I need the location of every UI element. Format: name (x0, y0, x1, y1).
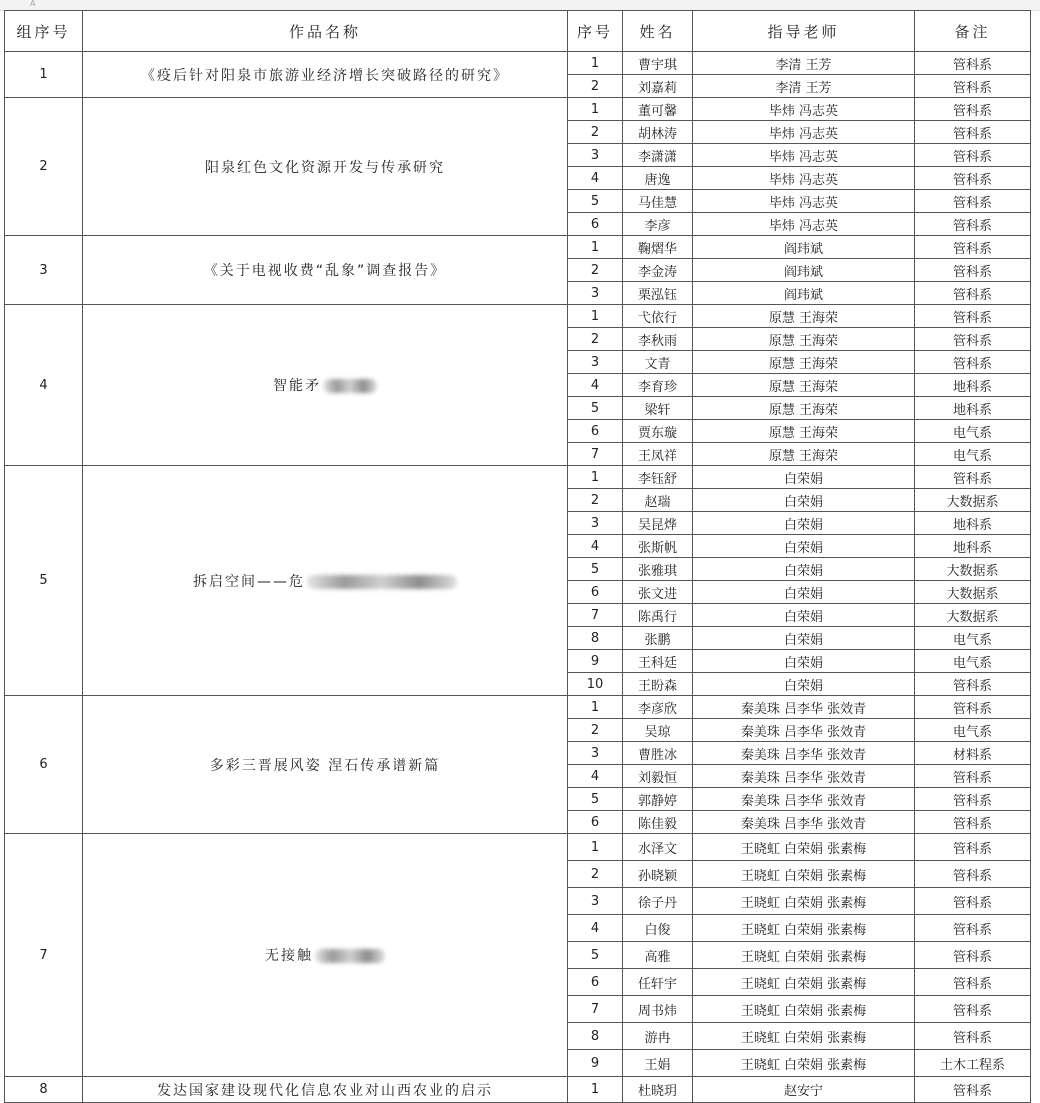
table-row (5, 1077, 1031, 1103)
department-cell[interactable]: 管科系 (915, 1077, 1031, 1103)
department-cell[interactable]: 管科系 (915, 696, 1031, 719)
student-name-cell[interactable]: 曹胜冰 (623, 742, 693, 765)
work-title-cell[interactable] (83, 98, 568, 236)
department-cell[interactable]: 管科系 (915, 282, 1031, 305)
seq-number-cell[interactable]: 1 (568, 236, 623, 259)
seq-number-cell[interactable]: 7 (568, 996, 623, 1023)
student-name-cell[interactable]: 李彦欣 (623, 696, 693, 719)
student-name-cell[interactable]: 水泽文 (623, 834, 693, 861)
seq-number-cell[interactable]: 2 (568, 259, 623, 282)
seq-number-cell[interactable]: 1 (568, 98, 623, 121)
department-cell[interactable]: 管科系 (915, 466, 1031, 489)
advisor-cell[interactable]: 王晓虹 白荣娟 张素梅 (693, 969, 915, 996)
advisor-cell[interactable]: 原慧 王海荣 (693, 305, 915, 328)
table-row (5, 696, 1031, 719)
student-name-cell[interactable]: 文青 (623, 351, 693, 374)
advisor-cell[interactable]: 毕炜 冯志英 (693, 98, 915, 121)
advisor-cell[interactable]: 原慧 王海荣 (693, 374, 915, 397)
work-title-text: 《关于电视收费“乱象”调查报告》 (203, 263, 447, 279)
department-cell[interactable]: 大数据系 (915, 581, 1031, 604)
student-name-cell[interactable]: 白俊 (623, 915, 693, 942)
advisor-cell[interactable]: 李清 王芳 (693, 52, 915, 75)
student-name-cell[interactable]: 王科廷 (623, 650, 693, 673)
seq-number-cell[interactable]: 4 (568, 167, 623, 190)
student-name-cell[interactable]: 王凤祥 (623, 443, 693, 466)
header-advisor[interactable]: 指导老师 (693, 11, 915, 52)
advisor-cell[interactable]: 王晓虹 白荣娟 张素梅 (693, 861, 915, 888)
department-cell[interactable]: 电气系 (915, 650, 1031, 673)
seq-number-cell[interactable]: 3 (568, 282, 623, 305)
student-name-cell[interactable]: 李金涛 (623, 259, 693, 282)
student-name-cell[interactable]: 张斯帆 (623, 535, 693, 558)
award-table (4, 10, 1031, 1103)
department-cell[interactable]: 土木工程系 (915, 1050, 1031, 1077)
student-name-cell[interactable]: 张鹏 (623, 627, 693, 650)
advisor-cell[interactable]: 白荣娟 (693, 581, 915, 604)
seq-number-cell[interactable]: 6 (568, 420, 623, 443)
student-name-cell[interactable]: 杜晓玥 (623, 1077, 693, 1103)
seq-number-cell[interactable]: 2 (568, 328, 623, 351)
seq-number-cell[interactable]: 9 (568, 650, 623, 673)
header-work-title[interactable]: 作品名称 (83, 11, 568, 52)
seq-number-cell[interactable]: 4 (568, 765, 623, 788)
student-name-cell[interactable]: 李潇潇 (623, 144, 693, 167)
department-cell[interactable]: 管科系 (915, 305, 1031, 328)
advisor-cell[interactable]: 阎玮斌 (693, 259, 915, 282)
advisor-cell[interactable]: 阎玮斌 (693, 236, 915, 259)
work-title-text: 《疫后针对阳泉市旅游业经济增长突破路径的研究》 (141, 67, 509, 84)
seq-number-cell[interactable]: 1 (568, 834, 623, 861)
work-title-cell[interactable] (83, 1077, 568, 1103)
seq-number-cell[interactable]: 4 (568, 374, 623, 397)
department-cell[interactable]: 管科系 (915, 673, 1031, 696)
work-title-text: 智能矛 (273, 378, 321, 394)
student-name-cell[interactable]: 李钰舒 (623, 466, 693, 489)
advisor-cell[interactable]: 王晓虹 白荣娟 张素梅 (693, 915, 915, 942)
advisor-cell[interactable]: 白荣娟 (693, 466, 915, 489)
advisor-cell[interactable]: 白荣娟 (693, 650, 915, 673)
table-body (5, 52, 1031, 1103)
seq-number-cell[interactable]: 5 (568, 942, 623, 969)
department-cell[interactable]: 管科系 (915, 969, 1031, 996)
seq-number-cell[interactable]: 2 (568, 75, 623, 98)
advisor-cell[interactable]: 原慧 王海荣 (693, 443, 915, 466)
advisor-cell[interactable]: 秦美珠 吕李华 张效青 (693, 719, 915, 742)
work-title-cell[interactable] (83, 52, 568, 98)
work-title-cell[interactable] (83, 834, 568, 1077)
advisor-cell[interactable]: 白荣娟 (693, 627, 915, 650)
department-cell[interactable]: 管科系 (915, 996, 1031, 1023)
table-row (5, 236, 1031, 259)
seq-number-cell[interactable]: 2 (568, 121, 623, 144)
student-name-cell[interactable]: 刘毅恒 (623, 765, 693, 788)
department-cell[interactable]: 材料系 (915, 742, 1031, 765)
seq-number-cell[interactable]: 2 (568, 719, 623, 742)
student-name-cell[interactable]: 刘嘉莉 (623, 75, 693, 98)
seq-number-cell[interactable]: 6 (568, 213, 623, 236)
student-name-cell[interactable]: 贾东璇 (623, 420, 693, 443)
department-cell[interactable]: 大数据系 (915, 489, 1031, 512)
department-cell[interactable]: 大数据系 (915, 604, 1031, 627)
seq-number-cell[interactable]: 3 (568, 512, 623, 535)
department-cell[interactable]: 地科系 (915, 535, 1031, 558)
advisor-cell[interactable]: 白荣娟 (693, 535, 915, 558)
table-row (5, 834, 1031, 861)
group-number-cell[interactable]: 4 (5, 305, 83, 466)
department-cell[interactable]: 管科系 (915, 1023, 1031, 1050)
student-name-cell[interactable]: 鞠熠华 (623, 236, 693, 259)
department-cell[interactable]: 管科系 (915, 213, 1031, 236)
advisor-cell[interactable]: 秦美珠 吕李华 张效青 (693, 765, 915, 788)
seq-number-cell[interactable]: 4 (568, 535, 623, 558)
advisor-cell[interactable]: 原慧 王海荣 (693, 328, 915, 351)
work-title-text: 拆启空间——危 (193, 573, 305, 590)
work-title-cell[interactable] (83, 466, 568, 696)
department-cell[interactable]: 管科系 (915, 915, 1031, 942)
work-title-text: 阳泉红色文化资源开发与传承研究 (205, 159, 445, 176)
group-number-cell[interactable]: 1 (5, 52, 83, 98)
student-name-cell[interactable]: 胡林涛 (623, 121, 693, 144)
advisor-cell[interactable]: 原慧 王海荣 (693, 420, 915, 443)
department-cell[interactable]: 管科系 (915, 236, 1031, 259)
advisor-cell[interactable]: 秦美珠 吕李华 张效青 (693, 696, 915, 719)
seq-number-cell[interactable]: 3 (568, 742, 623, 765)
seq-number-cell[interactable]: 5 (568, 558, 623, 581)
advisor-cell[interactable]: 李清 王芳 (693, 75, 915, 98)
seq-number-cell[interactable]: 4 (568, 915, 623, 942)
seq-number-cell[interactable]: 6 (568, 969, 623, 996)
student-name-cell[interactable]: 梁轩 (623, 397, 693, 420)
work-title-cell[interactable] (83, 305, 568, 466)
header-row (5, 11, 1031, 52)
department-cell[interactable]: 管科系 (915, 190, 1031, 213)
redacted-text-blur (307, 575, 457, 589)
student-name-cell[interactable]: 李彦 (623, 213, 693, 236)
department-cell[interactable]: 管科系 (915, 328, 1031, 351)
advisor-cell[interactable]: 毕炜 冯志英 (693, 190, 915, 213)
department-cell[interactable]: 管科系 (915, 861, 1031, 888)
student-name-cell[interactable]: 赵瑞 (623, 489, 693, 512)
advisor-cell[interactable]: 赵安宁 (693, 1077, 915, 1103)
advisor-cell[interactable]: 阎玮斌 (693, 282, 915, 305)
seq-number-cell[interactable]: 5 (568, 397, 623, 420)
department-cell[interactable]: 管科系 (915, 259, 1031, 282)
department-cell[interactable]: 电气系 (915, 443, 1031, 466)
department-cell[interactable]: 电气系 (915, 420, 1031, 443)
group-number-cell[interactable]: 7 (5, 834, 83, 1077)
department-cell[interactable]: 管科系 (915, 167, 1031, 190)
seq-number-cell[interactable]: 2 (568, 489, 623, 512)
advisor-cell[interactable]: 王晓虹 白荣娟 张素梅 (693, 834, 915, 861)
student-name-cell[interactable]: 徐子丹 (623, 888, 693, 915)
seq-number-cell[interactable]: 7 (568, 604, 623, 627)
work-title-cell[interactable] (83, 696, 568, 834)
advisor-cell[interactable]: 秦美珠 吕李华 张效青 (693, 811, 915, 834)
advisor-cell[interactable]: 毕炜 冯志英 (693, 167, 915, 190)
student-name-cell[interactable]: 高雅 (623, 942, 693, 969)
student-name-cell[interactable]: 曹宇琪 (623, 52, 693, 75)
seq-number-cell[interactable]: 1 (568, 1077, 623, 1103)
header-group-no[interactable]: 组序号 (5, 11, 83, 52)
advisor-cell[interactable]: 毕炜 冯志英 (693, 213, 915, 236)
advisor-cell[interactable]: 白荣娟 (693, 673, 915, 696)
department-cell[interactable]: 地科系 (915, 374, 1031, 397)
advisor-cell[interactable]: 白荣娟 (693, 604, 915, 627)
work-title-text: 多彩三晋展风姿 涅石传承谱新篇 (209, 757, 441, 774)
student-name-cell[interactable]: 任轩宇 (623, 969, 693, 996)
header-name[interactable]: 姓名 (623, 11, 693, 52)
seq-number-cell[interactable]: 3 (568, 351, 623, 374)
student-name-cell[interactable]: 董可馨 (623, 98, 693, 121)
department-cell[interactable]: 管科系 (915, 75, 1031, 98)
work-title-text: 发达国家建设现代化信息农业对山西农业的启示 (157, 1082, 493, 1099)
student-name-cell[interactable]: 吴昆烨 (623, 512, 693, 535)
student-name-cell[interactable]: 周书炜 (623, 996, 693, 1023)
header-remark[interactable]: 备注 (915, 11, 1031, 52)
seq-number-cell[interactable]: 8 (568, 627, 623, 650)
student-name-cell[interactable]: 张雅琪 (623, 558, 693, 581)
advisor-cell[interactable]: 王晓虹 白荣娟 张素梅 (693, 1050, 915, 1077)
redacted-text-blur (315, 949, 385, 963)
student-name-cell[interactable]: 李秋雨 (623, 328, 693, 351)
advisor-cell[interactable]: 原慧 王海荣 (693, 351, 915, 374)
redacted-text-blur (323, 379, 377, 393)
work-title-text: 无接触 (265, 948, 313, 964)
advisor-cell[interactable]: 王晓虹 白荣娟 张素梅 (693, 996, 915, 1023)
advisor-cell[interactable]: 白荣娟 (693, 558, 915, 581)
department-cell[interactable]: 地科系 (915, 397, 1031, 420)
student-name-cell[interactable]: 陈佳毅 (623, 811, 693, 834)
department-cell[interactable]: 管科系 (915, 144, 1031, 167)
advisor-cell[interactable]: 毕炜 冯志英 (693, 144, 915, 167)
seq-number-cell[interactable]: 9 (568, 1050, 623, 1077)
group-number-cell[interactable]: 6 (5, 696, 83, 834)
student-name-cell[interactable]: 王娟 (623, 1050, 693, 1077)
student-name-cell[interactable]: 吴琼 (623, 719, 693, 742)
seq-number-cell[interactable]: 3 (568, 888, 623, 915)
seq-number-cell[interactable]: 1 (568, 52, 623, 75)
student-name-cell[interactable]: 郭静婷 (623, 788, 693, 811)
table-row (5, 52, 1031, 75)
work-title-cell[interactable] (83, 236, 568, 305)
seq-number-cell[interactable]: 6 (568, 581, 623, 604)
group-number-cell[interactable]: 2 (5, 98, 83, 236)
department-cell[interactable]: 管科系 (915, 942, 1031, 969)
seq-number-cell[interactable]: 6 (568, 811, 623, 834)
seq-number-cell[interactable]: 3 (568, 144, 623, 167)
department-cell[interactable]: 管科系 (915, 888, 1031, 915)
advisor-cell[interactable]: 王晓虹 白荣娟 张素梅 (693, 888, 915, 915)
seq-number-cell[interactable]: 7 (568, 443, 623, 466)
student-name-cell[interactable]: 张文进 (623, 581, 693, 604)
student-name-cell[interactable]: 王盼森 (623, 673, 693, 696)
seq-number-cell[interactable]: 8 (568, 1023, 623, 1050)
department-cell[interactable]: 管科系 (915, 811, 1031, 834)
seq-number-cell[interactable]: 1 (568, 305, 623, 328)
student-name-cell[interactable]: 游冉 (623, 1023, 693, 1050)
advisor-cell[interactable]: 白荣娟 (693, 489, 915, 512)
advisor-cell[interactable]: 毕炜 冯志英 (693, 121, 915, 144)
department-cell[interactable]: 管科系 (915, 52, 1031, 75)
table-row (5, 466, 1031, 489)
advisor-cell[interactable]: 白荣娟 (693, 512, 915, 535)
department-cell[interactable]: 管科系 (915, 765, 1031, 788)
seq-number-cell[interactable]: 2 (568, 861, 623, 888)
seq-number-cell[interactable]: 5 (568, 190, 623, 213)
group-number-cell[interactable]: 3 (5, 236, 83, 305)
department-cell[interactable]: 管科系 (915, 121, 1031, 144)
department-cell[interactable]: 管科系 (915, 98, 1031, 121)
advisor-cell[interactable]: 秦美珠 吕李华 张效青 (693, 742, 915, 765)
seq-number-cell[interactable]: 5 (568, 788, 623, 811)
group-number-cell[interactable]: 5 (5, 466, 83, 696)
seq-number-cell[interactable]: 1 (568, 696, 623, 719)
student-name-cell[interactable]: 马佳慧 (623, 190, 693, 213)
department-cell[interactable]: 管科系 (915, 351, 1031, 374)
group-number-cell[interactable]: 8 (5, 1077, 83, 1103)
seq-number-cell[interactable]: 1 (568, 466, 623, 489)
student-name-cell[interactable]: 弋依行 (623, 305, 693, 328)
department-cell[interactable]: 电气系 (915, 719, 1031, 742)
advisor-cell[interactable]: 王晓虹 白荣娟 张素梅 (693, 1023, 915, 1050)
student-name-cell[interactable]: 陈禹行 (623, 604, 693, 627)
department-cell[interactable]: 大数据系 (915, 558, 1031, 581)
table-row (5, 98, 1031, 121)
student-name-cell[interactable]: 唐逸 (623, 167, 693, 190)
advisor-cell[interactable]: 原慧 王海荣 (693, 397, 915, 420)
student-name-cell[interactable]: 李育珍 (623, 374, 693, 397)
student-name-cell[interactable]: 孙晓颖 (623, 861, 693, 888)
department-cell[interactable]: 地科系 (915, 512, 1031, 535)
seq-number-cell[interactable]: 10 (568, 673, 623, 696)
column-letter-a[interactable]: A (30, 0, 36, 8)
header-seq-no[interactable]: 序号 (568, 11, 623, 52)
advisor-cell[interactable]: 秦美珠 吕李华 张效青 (693, 788, 915, 811)
department-cell[interactable]: 电气系 (915, 627, 1031, 650)
department-cell[interactable]: 管科系 (915, 788, 1031, 811)
student-name-cell[interactable]: 栗泓钰 (623, 282, 693, 305)
department-cell[interactable]: 管科系 (915, 834, 1031, 861)
advisor-cell[interactable]: 王晓虹 白荣娟 张素梅 (693, 942, 915, 969)
table-row (5, 305, 1031, 328)
